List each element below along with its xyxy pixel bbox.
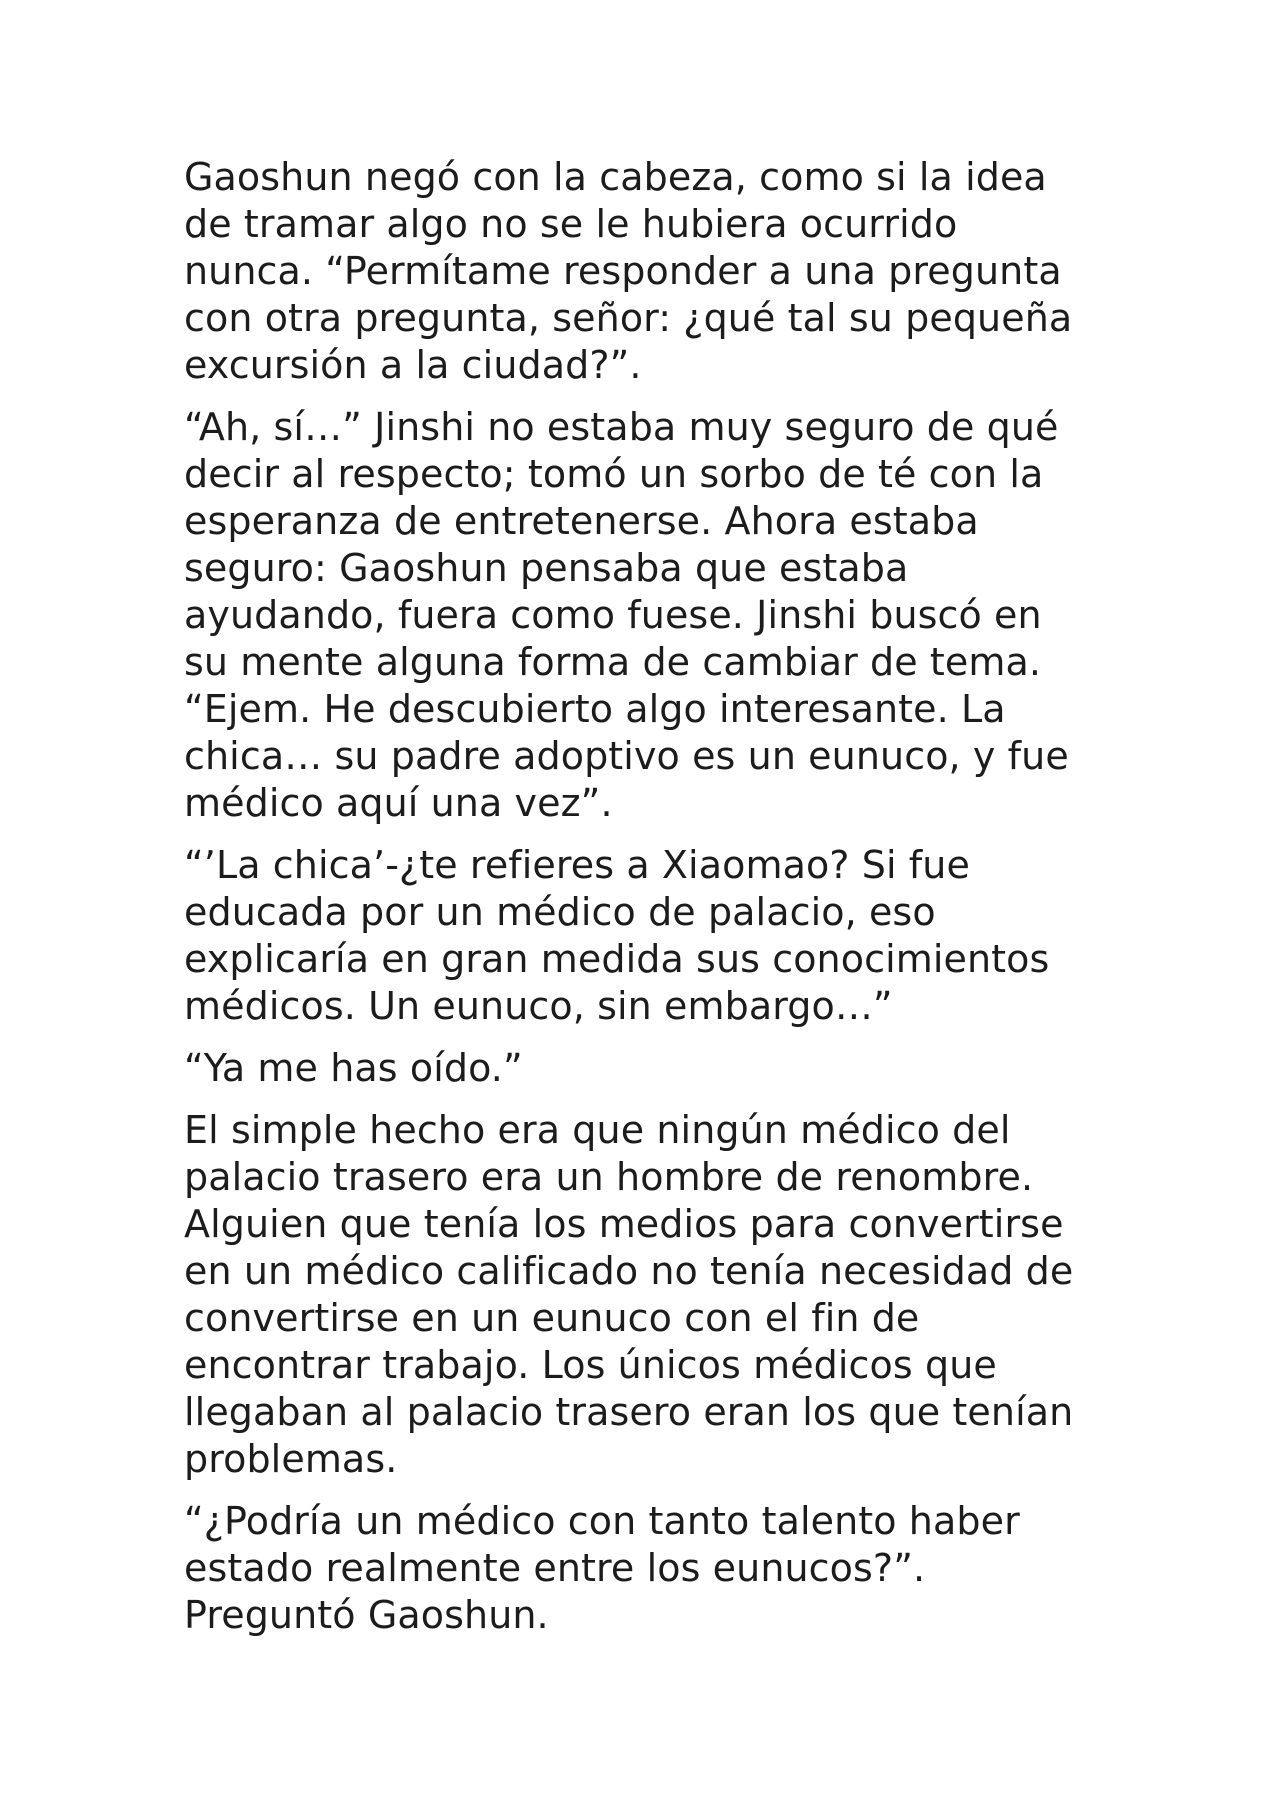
paragraph-5: El simple hecho era que ningún médico del palacio trasero era un hombre de renombre. Alguien que tenía los medios para convertirse en un médico calificado no tenía necesidad de convertirse en un eunuco con el fin de encontrar trabajo. Los únicos médicos que llegaban al palacio trasero eran los que tenían problemas. [184, 1108, 1074, 1481]
paragraph-2: “Ah, sí…” Jinshi no estaba muy seguro de qué decir al respecto; tomó un sorbo de té con la esperanza de entretenerse. Ahora estaba seguro: Gaoshun pensaba que estaba ayudando, fuera como fuese. Jinshi buscó en su mente alguna forma de cambiar de tema. “Ejem. He descubierto algo interesante. La chica… su padre adoptivo es un eunuco, y fue médico aquí una vez”. [184, 405, 1069, 825]
body-text [184, 154, 1124, 1654]
paragraph-6: “¿Podría un médico con tanto talento haber estado realmente entre los eunucos?”. Preguntó Gaoshun. [184, 1499, 1020, 1637]
paragraph-3: “’La chica’-¿te refieres a Xiaomao? Si fue educada por un médico de palacio, eso explicaría en gran medida sus conocimientos médicos. Un eunuco, sin embargo…” [184, 843, 1050, 1028]
paragraph-1: Gaoshun negó con la cabeza, como si la idea de tramar algo no se le hubiera ocurrido nunca. “Permítame responder a una pregunta con otra pregunta, señor: ¿qué tal su pequeña excursión a la ciudad?”. [184, 155, 1073, 387]
paragraph-4: “Ya me has oído.” [184, 1046, 523, 1090]
